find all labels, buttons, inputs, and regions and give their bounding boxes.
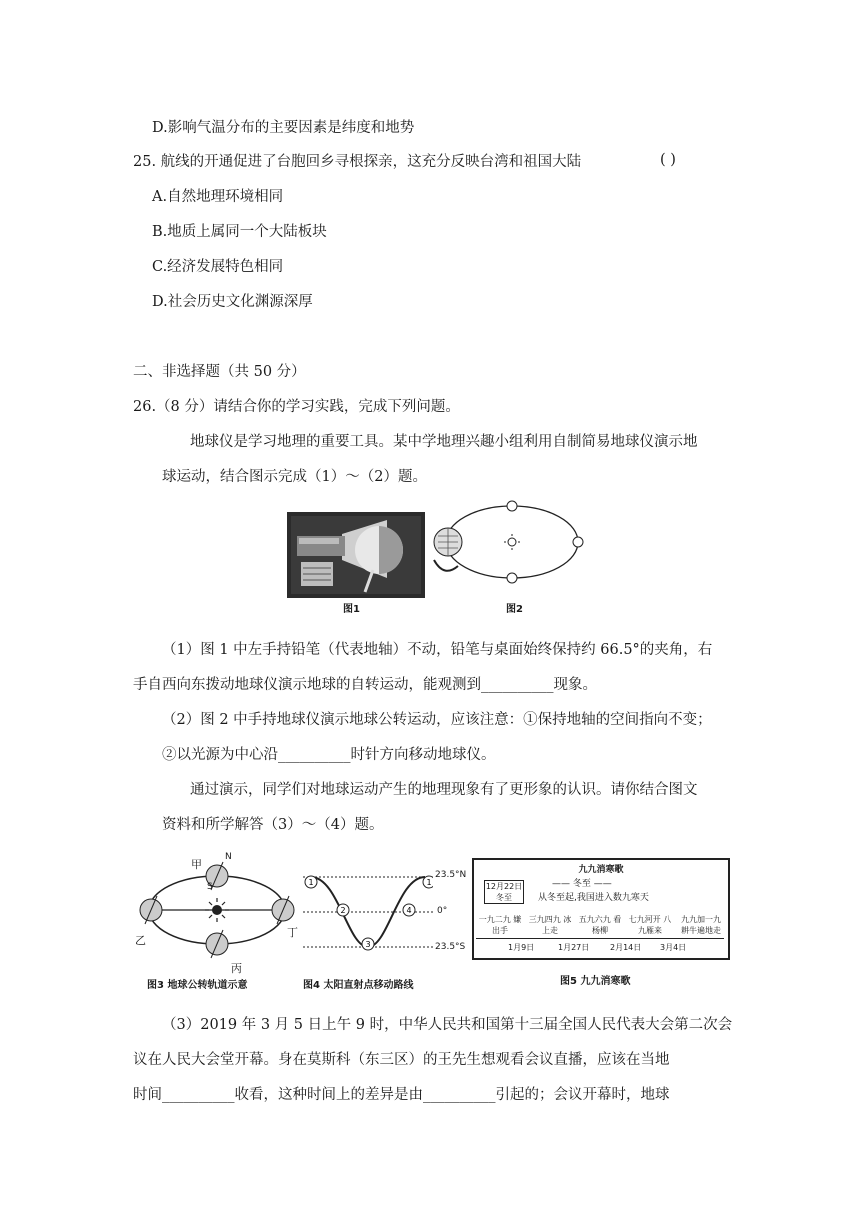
fig5-date-4: 3月4日: [660, 943, 687, 952]
fig4-mark-3: 3: [365, 940, 371, 949]
fig4-label-north: 23.5°N: [435, 870, 467, 880]
q26-part1-line2: 手自西向东拨动地球仪演示地球的自转运动，能观测到__________现象。: [133, 677, 597, 693]
figure-2-orbit: [430, 500, 590, 600]
q26-head: 26.（8 分）请结合你的学习实践，完成下列问题。: [133, 399, 460, 415]
figure-3-orbit: [133, 852, 303, 974]
fig5-cell-4: 七九河开 八九雁来: [628, 915, 672, 935]
fig4-label-south: 23.5°S: [435, 942, 466, 952]
fig5-date-3: 2月14日: [610, 943, 642, 952]
fig4-mark-1-left: 1: [308, 878, 314, 887]
q26-part1-line1: （1）图 1 中左手持铅笔（代表地轴）不动，铅笔与桌面始终保持约 66.5°的夹角，右: [162, 642, 713, 658]
fig4-label-equator: 0°: [437, 906, 448, 916]
q25-stem: 25. 航线的开通促进了台胞回乡寻根探亲，这充分反映台湾和祖国大陆: [133, 154, 582, 170]
figure-2-caption: 图2: [506, 604, 523, 615]
q24-option-d: D.影响气温分布的主要因素是纬度和地势: [152, 120, 415, 136]
fig3-label-n: N: [225, 852, 232, 862]
figure-3: [133, 852, 303, 992]
figure-5: [472, 858, 730, 992]
fig5-sub2: 从冬至起,我国进入数九寒天: [538, 893, 649, 903]
fig3-label-yi: 乙: [135, 934, 146, 947]
figure-1: [287, 512, 425, 615]
fig5-date-1: 1月9日: [508, 943, 535, 952]
q26-part3-line3: 时间__________收看，这种时间上的差异是由__________引起的；会议开幕时，地球: [133, 1087, 670, 1103]
q26-intro-line1: 地球仪是学习地理的重要工具。某中学地理兴趣小组利用自制简易地球仪演示地: [190, 434, 698, 450]
figure-3-caption: 图3 地球公转轨道示意: [147, 980, 248, 991]
fig5-date-2: 1月27日: [558, 943, 590, 952]
fig5-cell-1: 一九二九 嫌出手: [478, 915, 522, 935]
fig5-sub1: —— 冬至 ——: [552, 879, 612, 889]
q25-answer-paren: ( ): [660, 152, 676, 168]
fig5-cell-3: 五九六九 看杨柳: [578, 915, 622, 935]
figure-4: [303, 862, 473, 992]
fig5-title: 九九消寒歌: [578, 865, 624, 875]
q26-part2-line2: ②以光源为中心沿__________时针方向移动地球仪。: [162, 747, 496, 763]
figure-5-caption: 图5 九九消寒歌: [560, 976, 631, 987]
q25-option-d: D.社会历史文化渊源深厚: [152, 294, 313, 310]
fig5-cell-2: 三九四九 冰上走: [528, 915, 572, 935]
figure-1-caption: 图1: [343, 604, 360, 615]
figure-2: [430, 500, 590, 615]
figure-4-curve: [303, 862, 433, 962]
q26-part3-line2: 议在人民大会堂开幕。身在莫斯科（东三区）的王先生想观看会议直播，应该在当地: [133, 1052, 670, 1068]
fig3-label-jia: 甲: [191, 858, 202, 871]
q26-intro-line2: 球运动，结合图示完成（1）～（2）题。: [162, 469, 427, 485]
fig4-mark-1-right: 1: [426, 878, 432, 887]
fig4-mark-4: 4: [406, 906, 412, 915]
q25-option-c: C.经济发展特色相同: [152, 259, 284, 275]
fig5-cell-5: 九九加一九 耕牛遍地走: [681, 915, 721, 935]
q25-option-a: A.自然地理环境相同: [152, 189, 284, 205]
fig4-mark-2: 2: [340, 906, 346, 915]
figure-1-photo: [287, 512, 425, 598]
figure-4-caption: 图4 太阳直射点移动路线: [303, 980, 414, 991]
q26-mid-line2: 资料和所学解答（3）～（4）题。: [162, 817, 384, 833]
fig5-timeline: [476, 938, 724, 939]
fig5-date-box: 12月22日 冬至: [485, 882, 523, 902]
q26-mid-line1: 通过演示，同学们对地球运动产生的地理现象有了更形象的认识。请你结合图文: [190, 782, 698, 798]
q25-option-b: B.地质上属同一个大陆板块: [152, 224, 327, 240]
fig3-label-bing: 丙: [231, 962, 242, 975]
q26-part3-line1: （3）2019 年 3 月 5 日上午 9 时，中华人民共和国第十三届全国人民代表大会第二次会: [162, 1017, 733, 1033]
q26-part2-line1: （2）图 2 中手持地球仪演示地球公转运动，应该注意：①保持地轴的空间指向不变；: [162, 712, 712, 728]
fig3-label-ding: 丁: [287, 926, 298, 939]
section-heading: 二、非选择题（共 50 分）: [133, 364, 306, 380]
fig3-label-s: S: [207, 882, 213, 892]
